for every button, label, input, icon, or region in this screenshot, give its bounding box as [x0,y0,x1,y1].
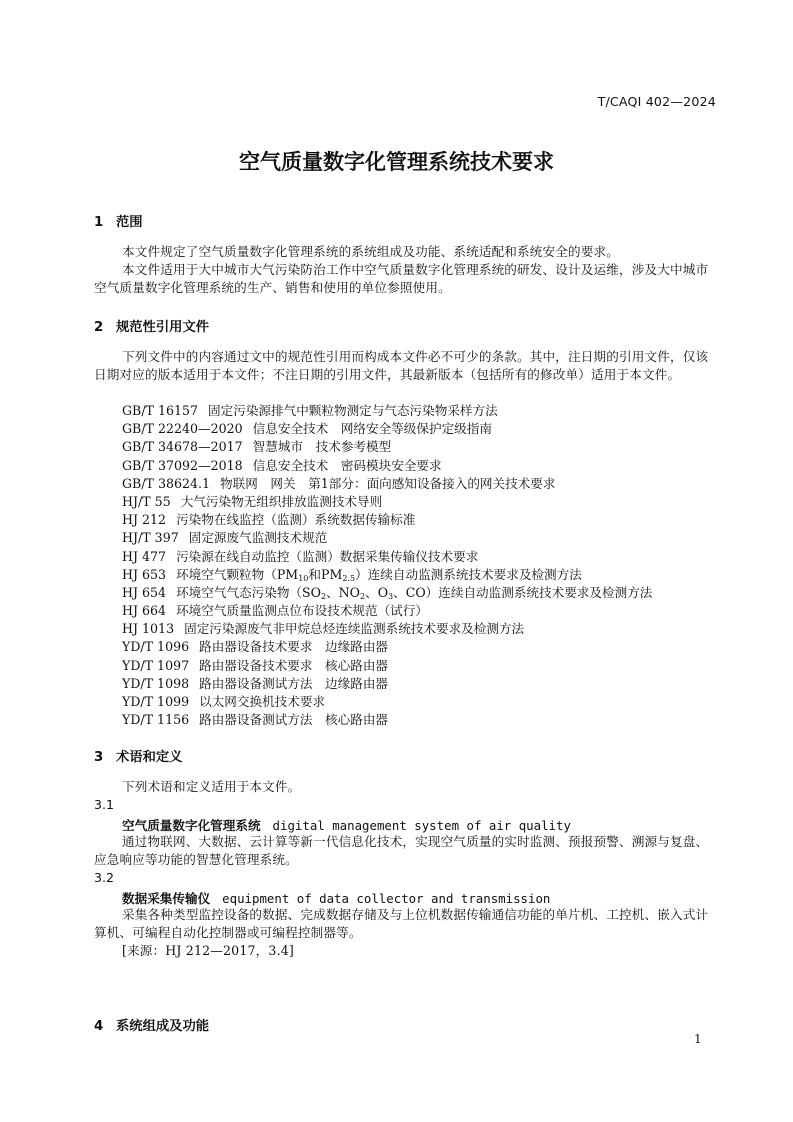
reference-code: HJ 664 [122,603,167,619]
reference-item [122,548,652,566]
section-1-heading [94,211,143,230]
term-heading [122,815,571,834]
terms-intro: 下列术语和定义适用于本文件。 [122,779,301,794]
term-chinese: 空气质量数字化管理系统 [122,818,261,833]
reference-code: GB/T 34678—2017 [122,439,243,455]
reference-title: 智慧城市 技术参考模型 [252,439,392,455]
reference-code: HJ/T 397 [122,530,179,546]
reference-title: 大气污染物无组织排放监测技术导则 [180,493,383,509]
term-definition: 采集各种类型监控设备的数据、完成数据存储及与上位机数据传输通信功能的单片机、工控机、嵌入式计算机、可编程自动化控制器或可编程控制器等。 [94,907,709,940]
reference-code: YD/T 1096 [122,639,190,655]
term-heading [122,888,550,907]
reference-title: 以太网交换机技术要求 [199,694,326,709]
reference-title [176,585,652,600]
term-source: [来源：HJ 212—2017，3.4] [122,943,294,958]
term-number: 3.1 [94,797,115,812]
section-number: 1 [94,215,104,230]
reference-title: 物联网 网关 第1部分：面向感知设备接入的网关技术要求 [220,475,556,491]
reference-title: 污染源在线自动监控（监测）数据采集传输仪技术要求 [176,548,479,564]
reference-item [122,693,652,711]
section-title: 规范性引用文件 [116,320,210,335]
section-title: 术语和定义 [116,750,183,765]
reference-title: 环境空气质量监测点位布设技术规范（试行） [176,603,428,619]
page-number: 1 [694,1032,702,1046]
document-code: T/CAQI 402—2024 [597,94,716,109]
reference-code: HJ 477 [122,548,167,564]
reference-code: GB/T 38624.1 [122,475,211,491]
subscript: 2 [360,591,366,601]
scope-paragraph-2: 本文件适用于大中城市大气污染防治工作中空气质量数字化管理系统的研发、设计及运维，涉及大中城市空气质量数字化管理系统的生产、销售和使用的单位参照使用。 [94,262,709,295]
reference-code: HJ 212 [122,512,167,528]
reference-title-part: ）连续自动监测系统技术要求及检测方法 [355,566,582,582]
reference-title: 信息安全技术 密码模块安全要求 [252,457,442,473]
reference-title-part: 和PM [308,566,343,582]
reference-item [122,657,652,675]
reference-item [122,402,652,420]
subscript: 3 [388,591,394,601]
reference-title: 信息安全技术 网络安全等级保护定级指南 [252,421,492,437]
reference-code: HJ 654 [122,584,167,600]
term-definition: 通过物联网、大数据、云计算等新一代信息化技术，实现空气质量的实时监测、预报预警、溯源与复盘、应急响应等功能的智慧化管理系统。 [94,834,709,867]
reference-code: YD/T 1098 [122,675,190,691]
subscript: 2 [320,591,327,601]
reference-item [122,638,652,656]
reference-title: 路由器设备测试方法 边缘路由器 [199,675,389,691]
reference-item [122,438,652,456]
reference-item [122,620,652,638]
scope-paragraph-1: 本文件规定了空气质量数字化管理系统的系统组成及功能、系统适配和系统安全的要求。 [122,244,620,259]
section-title: 范围 [116,215,143,230]
reference-item [122,475,652,493]
term-english: equipment of data collector and transmission [222,891,551,906]
section-number: 3 [94,750,104,765]
reference-code: HJ 1013 [122,621,175,637]
reference-title: 固定污染源排气中颗粒物测定与气态污染物采样方法 [208,403,498,418]
section-number: 2 [94,320,104,335]
term-number: 3.2 [94,870,115,885]
reference-title-part: 、O [365,584,389,600]
reference-item [122,420,652,438]
section-number: 4 [94,1019,104,1034]
reference-title: 固定源废气监测技术规范 [188,530,328,546]
subscript: 2.5 [342,573,356,583]
reference-title-part: 、CO）连续自动监测系统技术要求及检测方法 [393,584,653,600]
reference-item [122,711,652,729]
reference-list [122,402,652,729]
reference-code: YD/T 1156 [122,712,190,728]
reference-title: 污染物在线监控（监测）系统数据传输标准 [176,512,416,528]
reference-item [122,529,652,547]
reference-code: GB/T 37092—2018 [122,457,243,473]
reference-code: GB/T 22240—2020 [122,421,243,437]
section-3-heading [94,746,182,765]
reference-item [122,511,652,529]
reference-title: 路由器设备测试方法 核心路由器 [199,712,389,728]
reference-title-part: 环境空气气态污染物（SO [176,584,321,600]
reference-code: HJ/T 55 [122,493,171,509]
reference-title: 路由器设备技术要求 边缘路由器 [199,639,389,655]
reference-item [122,602,652,620]
reference-item [122,457,652,475]
reference-code: YD/T 1097 [122,657,190,673]
section-4-heading [94,1015,209,1034]
reference-title-part: 环境空气颗粒物（PM [176,566,299,582]
reference-code: GB/T 16157 [122,403,199,418]
reference-title: 固定污染源废气非甲烷总烃连续监测系统技术要求及检测方法 [184,621,525,637]
subscript: 10 [298,573,309,583]
references-intro: 下列文件中的内容通过文中的规范性引用而构成本文件必不可少的条款。其中，注日期的引用文件，仅该日期对应的版本适用于本文件；不注日期的引用文件，其最新版本（包括所有的修改单）适用于本文件。 [94,349,709,382]
term-chinese: 数据采集传输仪 [122,891,211,906]
document-title: 空气质量数字化管理系统技术要求 [239,149,554,174]
term-english: digital management system of air quality [272,818,571,833]
reference-item [122,675,652,693]
reference-item [122,493,652,511]
reference-title-part: 、NO [326,584,361,600]
reference-title [176,567,582,582]
section-2-heading [94,316,209,335]
reference-item [122,584,652,602]
reference-code: HJ 653 [122,566,167,582]
reference-item [122,566,652,584]
reference-code: YD/T 1099 [122,694,190,709]
reference-title: 路由器设备技术要求 核心路由器 [199,657,389,673]
section-title: 系统组成及功能 [116,1019,210,1034]
